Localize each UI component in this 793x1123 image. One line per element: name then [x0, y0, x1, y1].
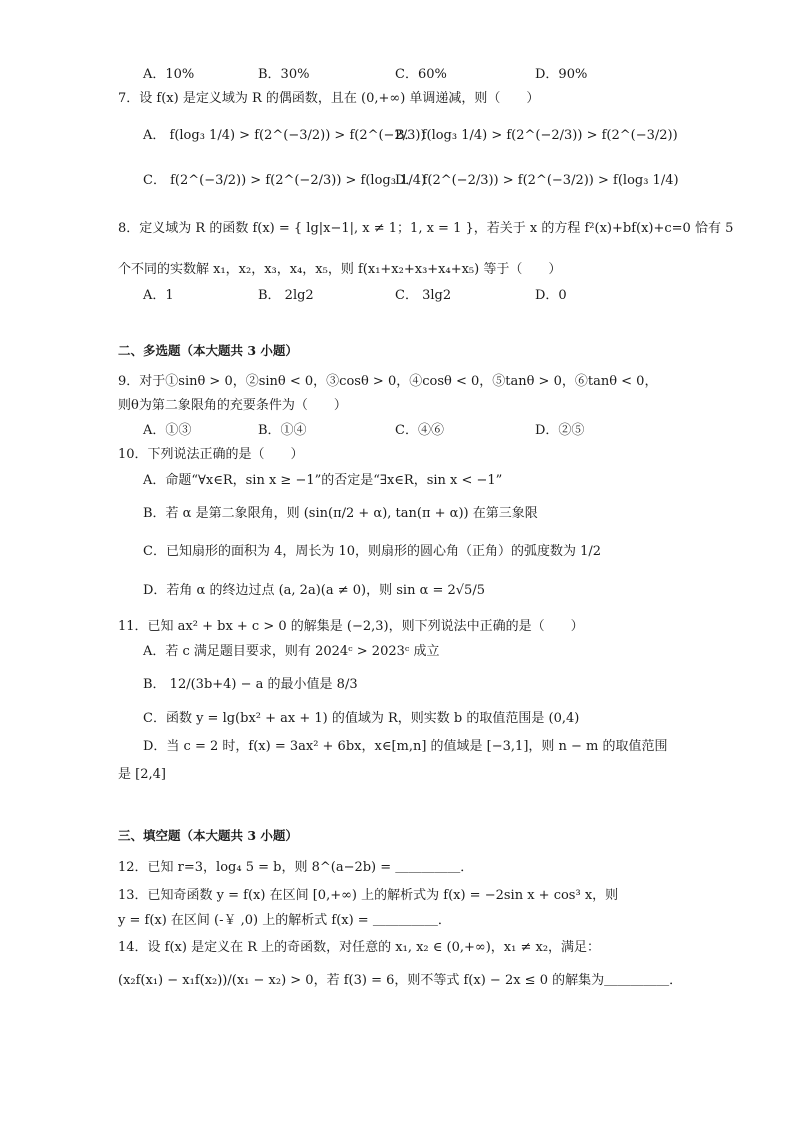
q9-stem-line-1: 9．对于①sinθ > 0，②sinθ < 0，③cosθ > 0，④cosθ < 0，⑤tanθ > 0，⑥tanθ < 0，	[118, 374, 658, 389]
q13-line-1: 13．已知奇函数 y = f(x) 在区间 [0,+∞) 上的解析式为 f(x) = −2sin x + cos³ x，则	[118, 888, 619, 903]
q6-option-c: C．60%	[395, 67, 447, 82]
q9-stem-line-2: 则θ为第二象限角的充要条件为（ ）	[118, 398, 347, 413]
q14-line-1: 14．设 f(x) 是定义在 R 上的奇函数，对任意的 x₁, x₂ ∈ (0,+∞)，x₁ ≠ x₂，满足：	[118, 940, 601, 955]
q11-option-b: B． 12/(3b+4) − a 的最小值是 8/3	[143, 677, 358, 692]
q9-option-c: C．④⑥	[395, 423, 444, 438]
q9-option-a: A．①③	[143, 423, 192, 438]
q11-option-a: A．若 c 满足题目要求，则有 2024ᶜ > 2023ᶜ 成立	[143, 644, 440, 659]
q10-option-d: D．若角 α 的终边过点 (a, 2a)(a ≠ 0)，则 sin α = 2√5/5	[143, 583, 485, 598]
q6-option-d: D．90%	[535, 67, 588, 82]
section-2-heading: 二、多选题（本大题共 3 小题）	[118, 343, 298, 358]
q8-option-d: D．0	[535, 288, 567, 303]
q8-option-b: B． 2lg2	[258, 288, 314, 303]
q13-line-2: y = f(x) 在区间 (-￥ ,0) 上的解析式 f(x) = ＿＿＿＿＿．	[118, 913, 451, 928]
q10-option-a: A．命题“∀x∈R，sin x ≥ −1”的否定是“∃x∈R，sin x < −1”	[143, 473, 503, 488]
q9-option-b: B．①④	[258, 423, 307, 438]
q11-option-c: C．函数 y = lg(bx² + ax + 1) 的值域为 R，则实数 b 的取值范围是 (0,4)	[143, 711, 580, 726]
q8-stem-line-1: 8．定义域为 R 的函数 f(x) = { lg|x−1|, x ≠ 1；1, x = 1 }，若关于 x 的方程 f²(x)+bf(x)+c=0 恰有 5	[118, 221, 734, 236]
q11-stem: 11．已知 ax² + bx + c > 0 的解集是 (−2,3)，则下列说法中正确的是（ ）	[118, 619, 584, 634]
q8-stem-line-2: 个不同的实数解 x₁，x₂，x₃，x₄，x₅，则 f(x₁+x₂+x₃+x₄+x₅) 等于（ ）	[118, 262, 562, 277]
q6-option-b: B．30%	[258, 67, 310, 82]
q11-option-d: D．当 c = 2 时，f(x) = 3ax² + 6bx，x∈[m,n] 的值域是 [−3,1]，则 n − m 的取值范围	[143, 739, 668, 754]
q10-stem: 10．下列说法正确的是（ ）	[118, 447, 304, 462]
q12-stem: 12．已知 r=3，log₄ 5 = b，则 8^(a−2b) = ＿＿＿＿＿．	[118, 860, 474, 875]
q8-option-c: C． 3lg2	[395, 288, 452, 303]
q8-option-a: A．1	[143, 288, 174, 303]
q10-option-c: C．已知扇形的面积为 4，周长为 10，则扇形的圆心角（正角）的弧度数为 1/2	[143, 544, 602, 559]
q7-stem: 7．设 f(x) 是定义域为 R 的偶函数，且在 (0,+∞) 单调递减，则（ ）	[118, 91, 540, 106]
q10-option-b: B．若 α 是第二象限角，则 (sin(π/2 + α), tan(π + α)) 在第三象限	[143, 506, 538, 521]
q7-option-c: C． f(2^(−3/2)) > f(2^(−2/3)) > f(log₃ 1/4)	[143, 173, 427, 188]
section-3-heading: 三、填空题（本大题共 3 小题）	[118, 828, 298, 843]
q9-option-d: D．②⑤	[535, 423, 585, 438]
q6-option-a: A．10%	[143, 67, 195, 82]
q14-line-2: (x₂f(x₁) − x₁f(x₂))/(x₁ − x₂) > 0，若 f(3) = 6，则不等式 f(x) − 2x ≤ 0 的解集为＿＿＿＿＿．	[118, 973, 683, 988]
q7-option-b: B． f(log₃ 1/4) > f(2^(−2/3)) > f(2^(−3/2))	[395, 128, 678, 143]
q7-option-d: D． f(2^(−2/3)) > f(2^(−3/2)) > f(log₃ 1/4)	[395, 173, 679, 188]
q7-option-a: A． f(log₃ 1/4) > f(2^(−3/2)) > f(2^(−2/3))	[143, 128, 426, 143]
q11-option-d-continuation: 是 [2,4]	[118, 767, 166, 782]
